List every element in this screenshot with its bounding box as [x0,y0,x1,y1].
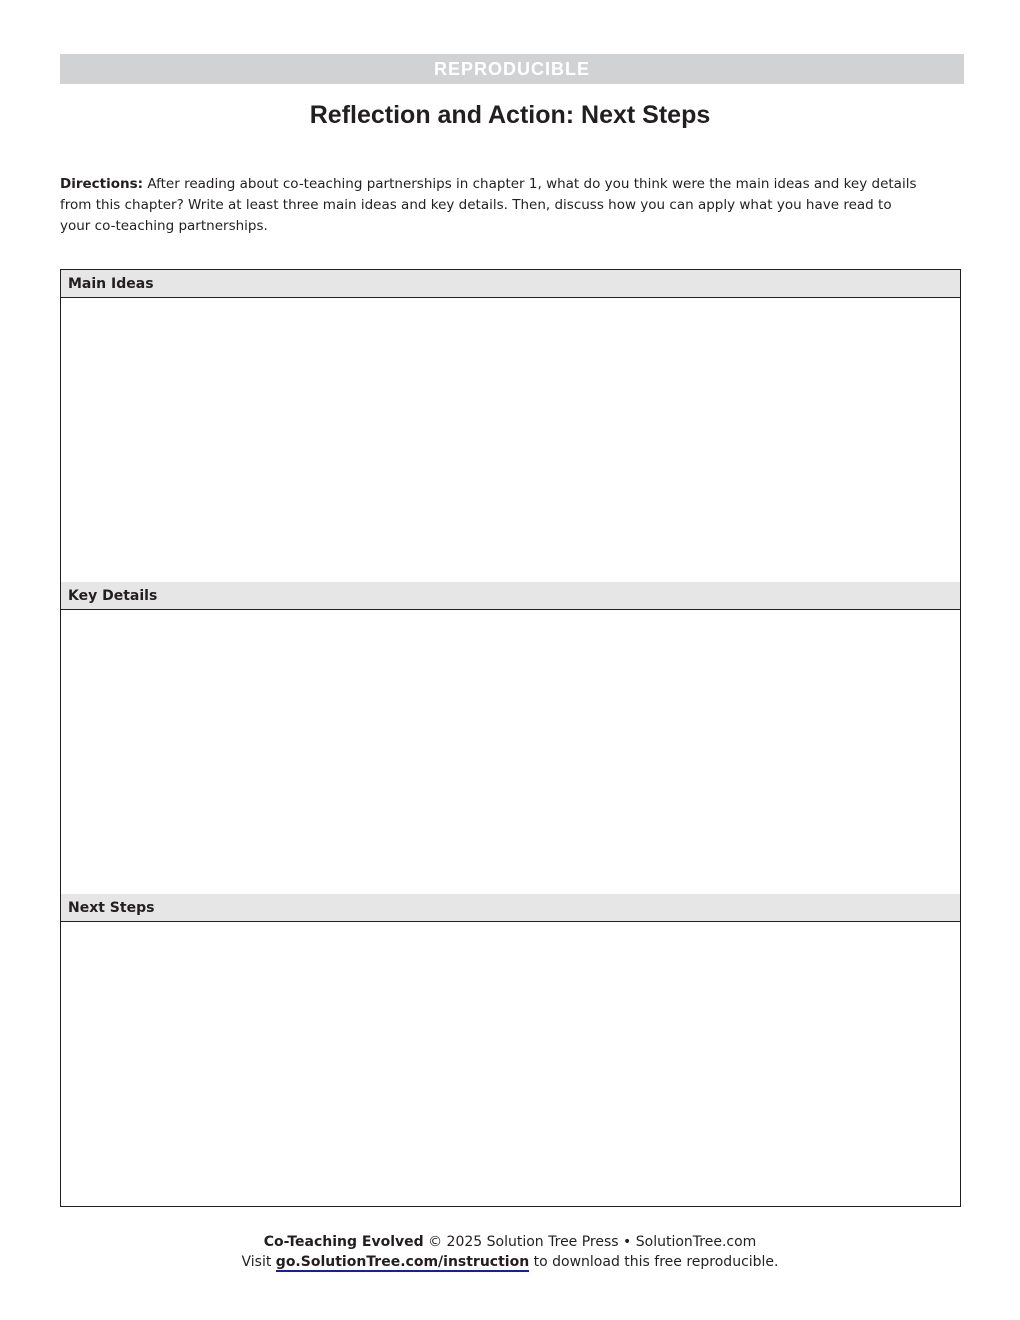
footer-copyright: © 2025 Solution Tree Press • SolutionTree.com [428,1234,757,1250]
footer-visit-prefix: Visit [241,1254,272,1270]
key-details-header: Key Details [61,582,960,610]
directions-paragraph [60,174,922,237]
reproducible-banner [60,54,964,84]
key-details-writing-area[interactable] [61,610,960,894]
page-title: Reflection and Action: Next Steps [309,101,711,129]
directions-text: After reading about co-teaching partnerships in chapter 1, what do you think were the main ideas and key details from this chapter? Write at least three main ideas and key details. Then, discuss how you can apply what you have read to your co-teaching partnerships. [60,176,917,234]
next-steps-section [60,894,961,1207]
footer-download-link[interactable]: go.SolutionTree.com/instruction [275,1254,530,1270]
next-steps-header: Next Steps [61,894,960,922]
banner-label: REPRODUCIBLE [433,58,590,79]
main-ideas-header: Main Ideas [61,270,960,298]
page-footer [0,1232,1020,1272]
footer-visit-line [0,1252,1020,1272]
main-ideas-section [60,269,961,583]
next-steps-writing-area[interactable] [61,922,960,1206]
main-ideas-writing-area[interactable] [61,298,960,582]
footer-book-title: Co-Teaching Evolved [263,1234,424,1250]
key-details-section [60,582,961,895]
directions-label: Directions: [60,176,144,192]
footer-visit-suffix: to download this free reproducible. [533,1254,779,1270]
footer-copyright-line [0,1232,1020,1252]
